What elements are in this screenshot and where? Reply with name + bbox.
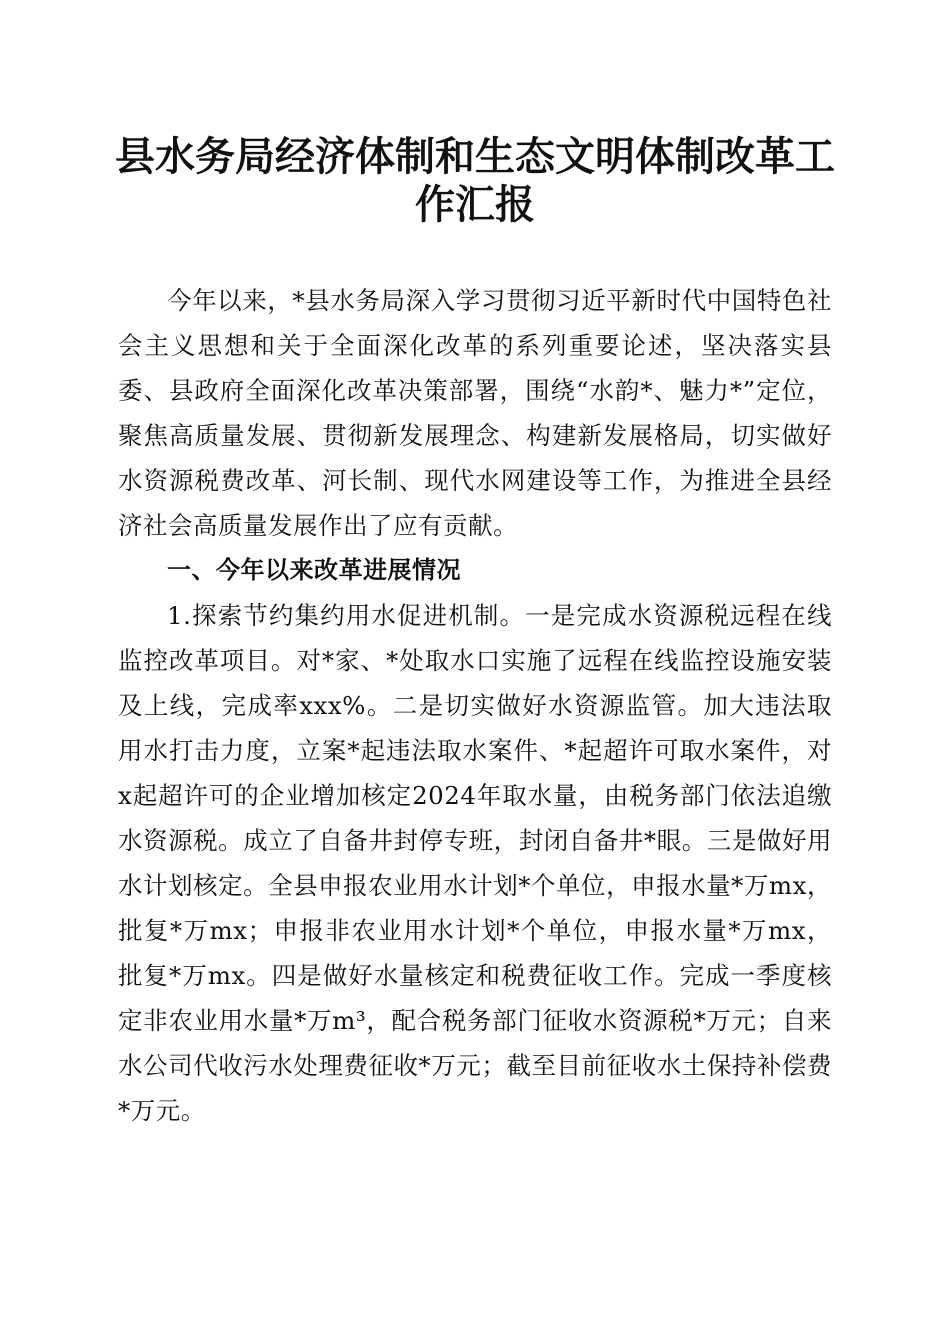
document-body: [118, 278, 832, 1133]
intro-paragraph: 今年以来，*县水务局深入学习贯彻习近平新时代中国特色社会主义思想和关于全面深化改革的系列重要论述，坚决落实县委、县政府全面深化改革决策部署，围绕“水韵*、魅力*”定位，聚焦高质量发展、贯彻新发展理念、构建新发展格局，切实做好水资源税费改革、河长制、现代水网建设等工作，为推进全县经济社会高质量发展作出了应有贡献。: [118, 286, 832, 540]
document-title: 县水务局经济体制和生态文明体制改革工作汇报: [115, 133, 835, 228]
section-paragraph: 1.探索节约集约用水促进机制。一是完成水资源税远程在线监控改革项目。对*家、*处取水口实施了远程在线监控设施安装及上线，完成率xxx%。二是切实做好水资源监管。加大违法取用水打击力度，立案*起违法取水案件、*起超许可取水案件，对x起超许可的企业增加核定2024年取水量，由税务部门依法追缴水资源税。成立了自备井封停专班，封闭自备井*眼。三是做好用水计划核定。全县申报农业用水计划*个单位，申报水量*万mx，批复*万mx；申报非农业用水计划*个单位，申报水量*万mx，批复*万mx。四是做好水量核定和税费征收工作。完成一季度核定非农业用水量*万m³，配合税务部门征收水资源税*万元；自来水公司代收污水处理费征收*万元；截至目前征收水土保持补偿费*万元。: [118, 601, 832, 1125]
section-heading: 一、今年以来改革进展情况: [167, 556, 461, 584]
